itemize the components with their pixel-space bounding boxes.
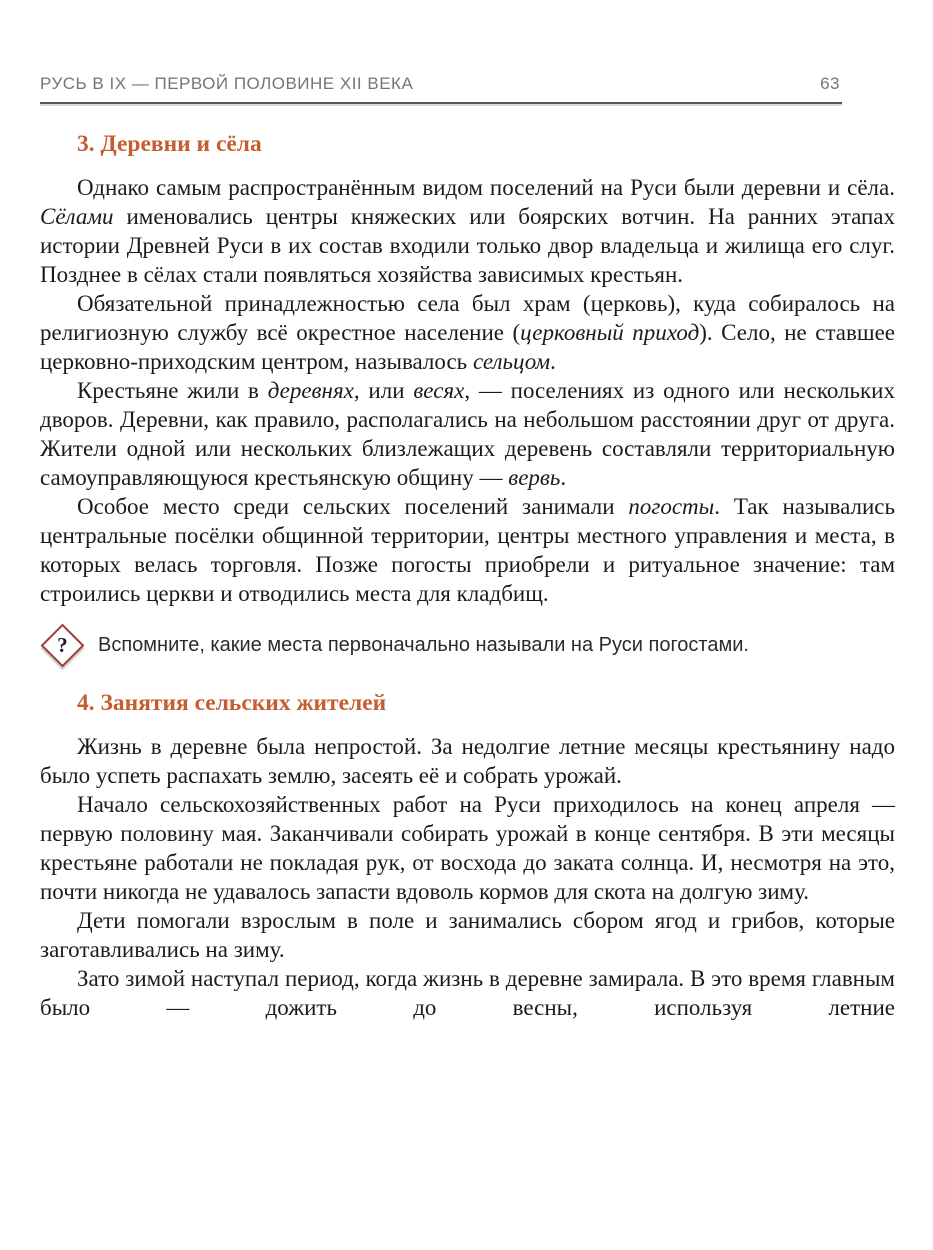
italic-term: погосты: [628, 494, 715, 519]
text-run: . Так назывались центральные посёлки общинной территории, центры местного управления и места, в которых велась торговля. Позже погосты приобрели и ритуальное значение: там строились церкви и отводились места для кладбищ.: [40, 494, 895, 606]
body-paragraph: [40, 906, 895, 964]
italic-term: церковный приход: [520, 320, 700, 345]
running-head-title: РУСЬ В IX — ПЕРВОЙ ПОЛОВИНЕ XII ВЕКА: [40, 74, 414, 93]
text-run: ). Село, не ставшее церковно-приходским центром, называлось: [40, 320, 895, 374]
text-run: Зато зимой наступал период, когда жизнь в деревне замирала. В это время главным было — дожить до весны, используя летние: [40, 966, 895, 1020]
body-paragraph: [40, 790, 895, 906]
body-paragraph: [40, 732, 895, 790]
italic-term: вервь: [508, 465, 561, 490]
text-run: именовались центры княжеских или боярских вотчин. На ранних этапах истории Древней Руси в их состав входили только двор владельца и жилища его слуг. Позднее в сёлах стали появляться хозяйства зависимых крестьян.: [40, 204, 895, 287]
page-content: [40, 130, 895, 1022]
page-header: [40, 74, 840, 94]
question-diamond-icon: [41, 624, 85, 668]
header-rule: [40, 102, 842, 104]
italic-term: сельцом: [472, 349, 551, 374]
section-heading: 3. Деревни и сёла: [77, 131, 262, 157]
text-run: Однако самым распространённым видом поселений на Руси были деревни и сёла.: [77, 175, 895, 200]
body-paragraph: [40, 173, 895, 289]
question-block: [40, 628, 895, 663]
text-run: Дети помогали взрослым в поле и занимались сбором ягод и грибов, которые заготавливались на зиму.: [40, 908, 895, 962]
text-run: .: [550, 349, 556, 374]
text-run: Крестьяне жили в: [77, 378, 268, 403]
body-paragraph: [40, 492, 895, 608]
body-paragraph: [40, 376, 895, 492]
text-run: , — поселениях из одного или нескольких дворов. Деревни, как правило, располагались на небольшом расстоянии друг от друга. Жители одной или нескольких близлежащих деревень составляли территориальную самоуправляющуюся крестьянскую общину —: [40, 378, 895, 490]
italic-term: Сёлами: [40, 204, 114, 229]
text-run: , или: [353, 378, 414, 403]
italic-term: весях: [413, 378, 465, 403]
body-paragraph: [40, 964, 895, 1022]
body-paragraph: [40, 289, 895, 376]
section-heading: 4. Занятия сельских жителей: [77, 690, 387, 716]
text-run: Особое место среди сельских поселений занимали: [77, 494, 629, 519]
question-mark-glyph: ?: [57, 633, 68, 657]
text-run: .: [560, 465, 567, 490]
question-text: Вспомните, какие места первоначально называли на Руси погостами.: [98, 634, 749, 656]
text-run: Начало сельскохозяйственных работ на Руси приходилось на конец апреля — первую половину мая. Заканчивали собирать урожай в конце сентября. В эти месяцы крестьяне работали не покладая рук, от восхода до заката солнца. И, несмотря на это, почти никогда не удавалось запасти вдоволь кормов для скота на долгую зиму.: [40, 792, 895, 904]
text-run: Обязательной принадлежностью села был храм (церковь), куда собиралось на религиозную службу всё окрестное население (: [40, 291, 895, 345]
italic-term: деревнях: [267, 378, 354, 403]
text-run: Жизнь в деревне была непростой. За недолгие летние месяцы крестьянину надо было успеть распахать землю, засеять её и собрать урожай.: [40, 734, 895, 788]
page-number: 63: [820, 74, 840, 93]
